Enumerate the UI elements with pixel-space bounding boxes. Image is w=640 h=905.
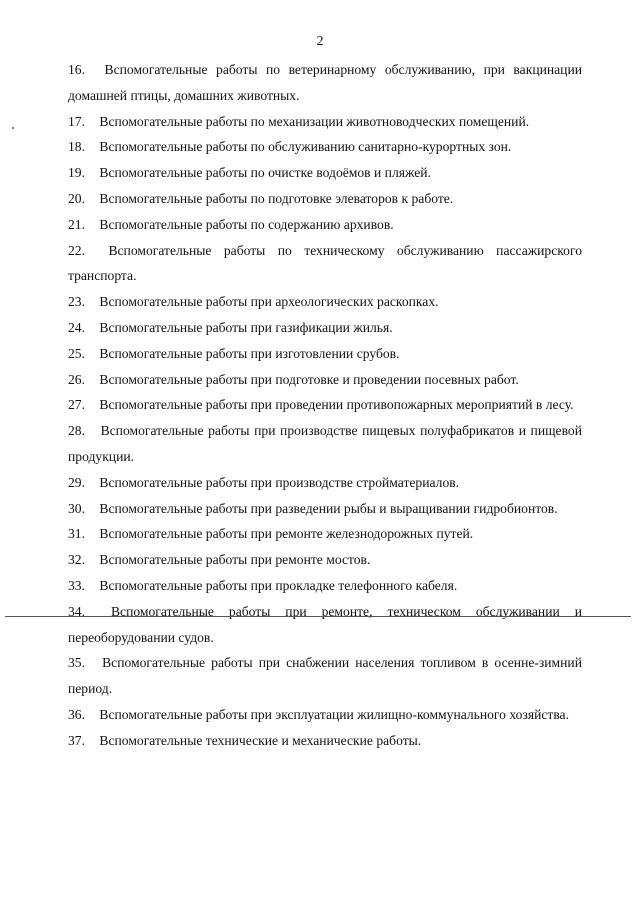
list-item: [68, 315, 582, 341]
list-item: [68, 728, 582, 754]
item-number: 29.: [68, 474, 85, 490]
item-text: Вспомогательные работы при прокладке телефонного кабеля.: [99, 577, 458, 593]
item-number: 30.: [68, 500, 85, 516]
list-item: [68, 238, 582, 290]
item-number: 22.: [68, 242, 85, 258]
list-item: [68, 57, 582, 109]
item-text: Вспомогательные работы при производстве пищевых полуфабрикатов и пищевой продукции.: [68, 423, 582, 464]
item-number: 18.: [68, 139, 85, 155]
item-number: 34.: [68, 603, 85, 619]
list-item: [68, 599, 582, 651]
work-list: [68, 57, 582, 754]
list-item: [68, 573, 582, 599]
list-item: [68, 392, 582, 418]
item-text: Вспомогательные работы по содержанию архивов.: [99, 216, 394, 232]
list-item: [68, 367, 582, 393]
item-text: Вспомогательные работы при ремонте, техническом обслуживании и переоборудовании судов.: [68, 603, 582, 645]
item-text: Вспомогательные работы при снабжении населения топливом в осенне-зимний период.: [68, 655, 582, 697]
list-item: [68, 702, 582, 728]
item-number: 35.: [68, 655, 85, 671]
margin-mark: [12, 127, 14, 129]
item-text: Вспомогательные работы при разведении рыбы и выращивании гидробионтов.: [99, 500, 558, 516]
horizontal-rule: [5, 616, 631, 617]
list-item: [68, 186, 582, 212]
item-text: Вспомогательные работы по механизации животноводческих помещений.: [99, 113, 530, 129]
item-number: 36.: [68, 706, 85, 722]
item-text: Вспомогательные работы при производстве стройматериалов.: [99, 474, 460, 490]
item-text: Вспомогательные работы при проведении противопожарных мероприятий в лесу.: [99, 397, 574, 413]
list-item: [68, 521, 582, 547]
item-text: Вспомогательные работы при ремонте железнодорожных путей.: [99, 526, 474, 542]
list-item: [68, 650, 582, 702]
item-number: 19.: [68, 165, 85, 181]
list-item: [68, 109, 582, 135]
list-item: [68, 289, 582, 315]
list-item: [68, 160, 582, 186]
item-number: 17.: [68, 113, 85, 129]
item-number: 28.: [68, 423, 85, 439]
item-text: Вспомогательные технические и механические работы.: [99, 732, 422, 748]
item-number: 24.: [68, 319, 85, 335]
item-text: Вспомогательные работы при газификации жилья.: [99, 319, 393, 335]
page-number: 2: [316, 34, 324, 49]
item-number: 16.: [68, 62, 85, 77]
item-text: Вспомогательные работы по обслуживанию санитарно-курортных зон.: [99, 139, 512, 155]
item-text: Вспомогательные работы при ремонте мостов.: [99, 552, 371, 568]
item-text: Вспомогательные работы при изготовлении срубов.: [99, 345, 400, 361]
item-text: Вспомогательные работы при археологических раскопках.: [99, 294, 439, 310]
list-item: [68, 418, 582, 470]
list-item: [68, 547, 582, 573]
item-number: 27.: [68, 397, 85, 413]
list-item: [68, 470, 582, 496]
item-number: 33.: [68, 577, 85, 593]
item-number: 26.: [68, 371, 85, 387]
list-item: [68, 496, 582, 522]
item-text: Вспомогательные работы при эксплуатации жилищно-коммунального хозяйства.: [99, 706, 569, 722]
list-item: [68, 341, 582, 367]
item-number: 21.: [68, 216, 85, 232]
item-number: 31.: [68, 526, 85, 542]
item-number: 37.: [68, 732, 85, 748]
item-text: Вспомогательные работы по подготовке элеваторов к работе.: [99, 190, 454, 206]
list-item: [68, 134, 582, 160]
item-number: 23.: [68, 294, 85, 310]
item-text: Вспомогательные работы по техническому обслуживанию пассажирского транспорта.: [68, 242, 582, 284]
item-text: Вспомогательные работы по очистке водоёмов и пляжей.: [99, 165, 431, 181]
list-item: [68, 212, 582, 238]
item-number: 20.: [68, 190, 85, 206]
item-number: 32.: [68, 552, 85, 568]
item-text: Вспомогательные работы по ветеринарному обслуживанию, при вакцинации домашней птицы, домашних животных.: [68, 62, 582, 103]
item-text: Вспомогательные работы при подготовке и проведении посевных работ.: [99, 371, 519, 387]
item-number: 25.: [68, 345, 85, 361]
